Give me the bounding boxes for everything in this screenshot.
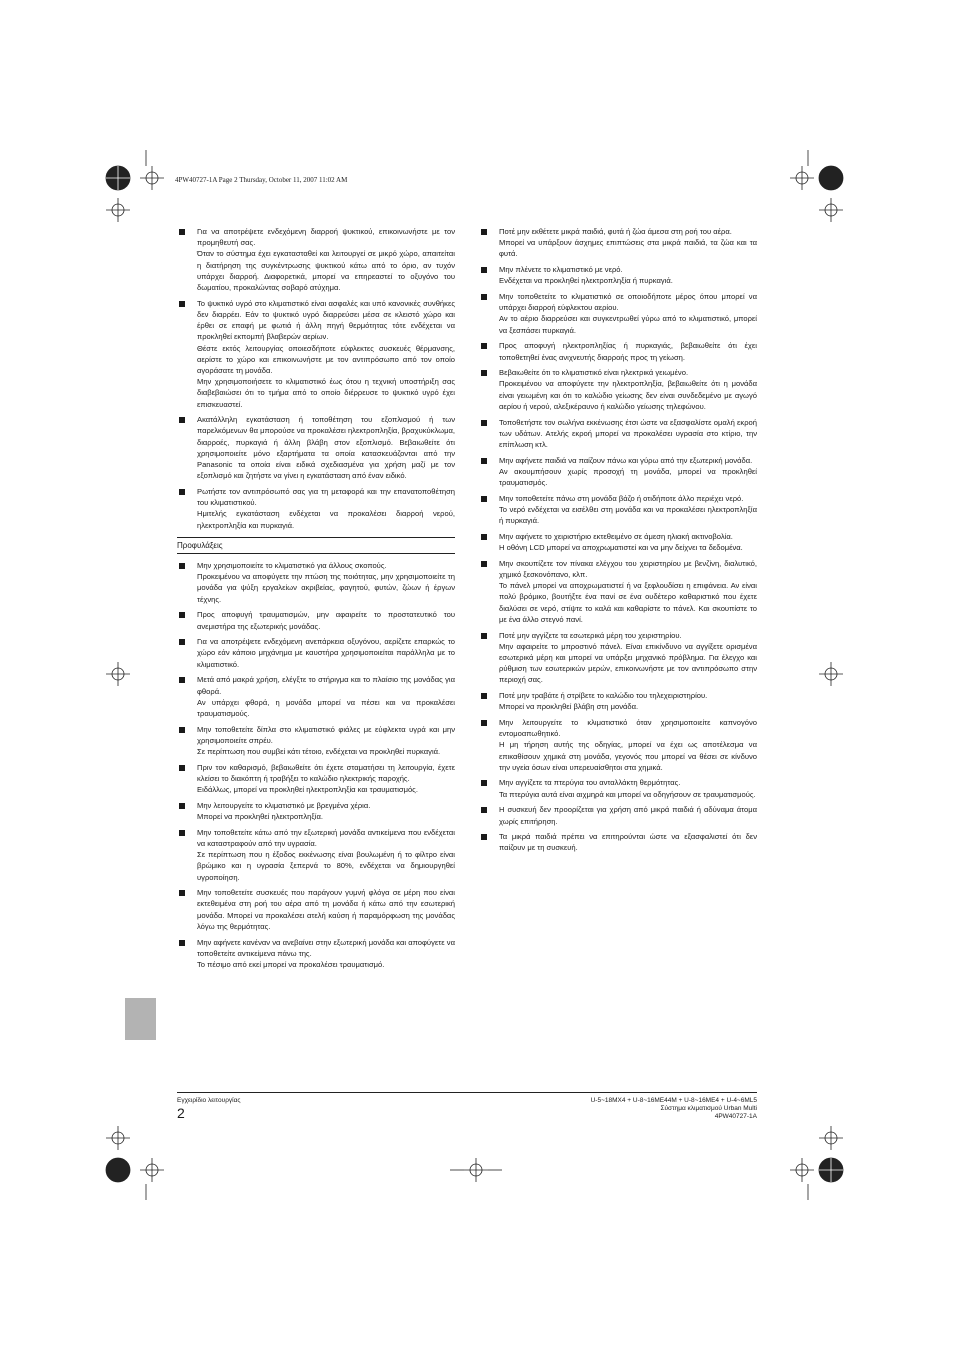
bullet-item: [479, 804, 757, 826]
bullet-text: Μην αφήνετε κανέναν να ανεβαίνει στην εξωτερική μονάδα και αποφύγετε να τοποθετείτε αντικείμενα πάνω της.: [197, 937, 455, 958]
bullet-item: [177, 226, 455, 293]
bullet-item: [177, 609, 455, 631]
bullet-item: [479, 264, 757, 286]
bullet-text: Ποτέ μην εκθέτετε μικρά παιδιά, φυτά ή ζώα άμεσα στη ροή του αέρα.: [499, 227, 732, 236]
language-tab: [125, 998, 156, 1040]
bullet-item: [479, 291, 757, 336]
footer-doc-code: 4PW40727-1A: [714, 1113, 757, 1120]
left-column: [177, 226, 455, 975]
footer-models: U-5~18MX4 + U-8~16ME44M + U-8~16ME4 + U-4~6ML5: [590, 1097, 757, 1104]
bullet-item: [177, 762, 455, 796]
footer-model-info: [591, 1097, 757, 1121]
bullet-item: [479, 226, 757, 260]
bullet-text: Σε περίπτωση που η έξοδος εκκένωσης είναι βουλωμένη ή το φίλτρο είναι βρώμικο και η υγρασία ξεπερνά το 80%, ενδέχεται να δημιουργηθεί υγροποίηση.: [197, 850, 455, 882]
bullet-text: Το πάνελ μπορεί να αποχρωματιστεί ή να ξεφλουδίσει η επιφάνεια. Αν είναι πολύ βρόμικο, βουτήξτε ένα πανί σε ένα ουδέτερο καθαριστικό που έχετε διαλύσει σε νερό, στίψτε το καλά και καθαρίστε το πάνελ. Και σκουπίστε το με ένα άλλο στεγνό πανί.: [499, 581, 757, 624]
page-number: 2: [177, 1105, 185, 1121]
bullet-text: Η μη τήρηση αυτής της οδηγίας, μπορεί να έχει ως αποτέλεσμα να επικαθίσουν χημικά στη μονάδα, γεγονός που μπορεί να θέσει σε κίνδυνο την υγεία όσων είναι υπερευαίσθητοι στα χημικά.: [499, 740, 757, 772]
bullet-text: Μην λειτουργείτε το κλιματιστικό όταν χρησιμοποιείτε καπνογόνο εντομοαπωθητικό.: [499, 717, 757, 739]
bullet-text: Το ψυκτικό υγρό στο κλιματιστικό είναι ασφαλές και υπό κανονικές συνθήκες δεν διαρρέει. Εάν το ψυκτικό υγρό διαρρεύσει μέσα σε κλειστό χώρο και έρθει σε επαφή με φωτιά ή άλλη πηγή θερμότητας τότε ενδέχεται να προκληθεί εκπομπή βλαβερών αερίων.: [197, 298, 455, 342]
bullet-text: Η οθόνη LCD μπορεί να αποχρωματιστεί και να μην δείχνει τα δεδομένα.: [499, 543, 743, 553]
bullet-text: Μην χρησιμοποιήσετε το κλιματιστικό έως ότου η τεχνική υποστήριξη σας διαβεβαιώσει ότι το τμήμα από το οποίο διέρρευσε το ψυκτικό υγρό έχει επισκευαστεί.: [197, 377, 455, 409]
bullet-text: Μην τοποθετείτε δίπλα στο κλιματιστικό φιάλες με εύφλεκτα υγρά και μην χρησιμοποιείτε σπρέυ.: [197, 724, 455, 745]
bullet-item: [177, 298, 455, 410]
bullet-text: Ειδάλλως, μπορεί να προκληθεί ηλεκτροπληξία και τραυματισμός.: [197, 785, 418, 795]
bullet-text: Μην σκουπίζετε τον πίνακα ελέγχου του χειριστηρίου με βενζίνη, διαλυτικό, χημικό ξεσκονόπανο, κλπ.: [499, 558, 757, 579]
bullet-text: Το πέσιμο από εκεί μπορεί να προκαλέσει τραυματισμό.: [197, 959, 385, 969]
bullet-text: Μην τοποθετείτε πάνω στη μονάδα βάζο ή οτιδήποτε άλλο περιέχει νερό.: [499, 493, 744, 503]
bullet-item: [479, 777, 757, 799]
bullet-text: Μετά από μακρά χρήση, ελέγξτε το στήριγμα και το πλαίσιο της μονάδας για φθορά.: [197, 675, 455, 696]
bullet-item: [177, 636, 455, 670]
bullet-text: Για να αποτρέψετε ενδεχόμενη διαρροή ψυκτικού, επικοινωνήστε με τον προμηθευτή σας.: [197, 227, 455, 248]
bullet-text: Μην αφήνετε το χειριστήριο εκτεθειμένο σε άμεση ηλιακή ακτινοβολία.: [499, 531, 733, 541]
bullet-text: Μην αφήνετε παιδιά να παίζουν πάνω και γύρω από την εξωτερική μονάδα.: [499, 455, 753, 465]
bullet-text: Μπορεί να προκληθεί βλάβη στη μονάδα.: [499, 702, 639, 712]
bullet-text: Ρωτήστε τον αντιπρόσωπό σας για τη μεταφορά και την επανατοποθέτηση του κλιματιστικού.: [197, 486, 455, 508]
bullet-item: [177, 827, 455, 883]
bullet-item: [177, 486, 455, 531]
bullet-text: Προκειμένου να αποφύγετε την ηλεκτροπληξία, βεβαιωθείτε ότι η μονάδα είναι γειωμένη και ότι το καλώδιο γείωσης δεν είναι συνδεδεμένο με αγωγό αερίου ή νερού, αλεξικέραυνο ή καλώδιο γείωσης τηλεφώνου.: [499, 379, 757, 411]
bullet-text: Μην λειτουργείτε το κλιματιστικό με βρεγμένα χέρια.: [197, 800, 371, 810]
bullet-item: [479, 831, 757, 853]
bullet-text: Προκειμένου να αποφύγετε την πτώση της ποιότητας, μην χρησιμοποιείτε τη μονάδα για ψύξη εργαλείων ακριβείας, φαγητού, φυτών, ζώων ή έργων τέχνης.: [197, 572, 455, 604]
bullet-text: Τοποθετήστε τον σωλήνα εκκένωσης έτσι ώστε να εξασφαλίστε ομαλή εκροή των υδάτων. Ατελής εκροή μπορεί να προκαλέσει υγρασία στο κτίριο, την επίπλωση κτλ.: [499, 417, 757, 449]
bullet-text: Ενδέχεται να προκληθεί ηλεκτροπληξία ή πυρκαγιά.: [499, 276, 673, 286]
bullet-text: Μην αγγίζετε τα πτερύγια του ανταλλάκτη θερμότητας.: [499, 778, 681, 788]
bullet-text: Προς αποφυγή ηλεκτροπληξίας ή πυρκαγιάς, βεβαιωθείτε ότι έχει τοποθετηθεί ένας ανιχνευτής διαρροής προς τη γείωση.: [499, 341, 757, 362]
footer-system-name: Σύστημα κλιματισμού Urban Multi: [660, 1105, 757, 1112]
bullet-text: Το νερό ενδέχεται να εισέλθει στη μονάδα και να προκαλέσει ηλεκτροπληξία ή πυρκαγιά.: [499, 504, 757, 526]
bullet-item: [177, 887, 455, 932]
bullet-item: [479, 340, 757, 362]
bullet-text: Τα πτερύγια αυτά είναι αιχμηρά και μπορεί να οδηγήσουν σε τραυματισμούς.: [499, 789, 756, 799]
bullet-item: [479, 493, 757, 527]
bullet-text: Μην τοποθετείτε το κλιματιστικό σε οποιοδήποτε μέρος όπου μπορεί να υπάρχει διαρροή εύφλεκτου αερίου.: [499, 292, 757, 313]
bullet-item: [479, 367, 757, 412]
bullet-text: Αν το αέριο διαρρεύσει και συγκεντρωθεί γύρω από το κλιματιστικό, μπορεί να ξεσπάσει πυρκαγιά.: [499, 314, 757, 335]
bullet-text: Ημιτελής εγκατάσταση ενδέχεται να προκαλέσει διαρροή νερού, ηλεκτροπληξία και πυρκαγιά.: [197, 509, 455, 530]
footer-manual-label: Εγχειρίδιο λειτουργίας: [177, 1097, 241, 1104]
bullet-text: Μην αφαιρείτε το μπροστινό πάνελ. Είναι επικίνδυνο να αγγίξετε ορισμένα εσωτερικά μέρη και μπορεί να υπάρξει μηχανικό πρόβλημα. Για έλεγχο και ρύθμιση των εσωτερικών μερών, επικοινωνήστε με τον αντιπρόσωπο στην περιοχή σας.: [499, 641, 757, 685]
bullet-item: [479, 558, 757, 625]
bullet-item: [479, 417, 757, 451]
bullet-item: [177, 800, 455, 822]
bullet-text: Βεβαιωθείτε ότι το κλιματιστικό είναι ηλεκτρικά γειωμένο.: [499, 368, 689, 378]
bullet-text: Αν ακουμπήσουν χωρίς προσοχή τη μονάδα, μπορεί να προκληθεί τραυματισμός.: [499, 466, 757, 488]
bullet-text: Για να αποτρέψετε ενδεχόμενη ανεπάρκεια οξυγόνου, αερίζετε επαρκώς το χώρο εάν κάποιο μηχάνημα με καυστήρα χρησιμοποιείται παράλληλα με το κλιματιστικό.: [197, 637, 455, 669]
bullet-text: Ποτέ μην αγγίζετε τα εσωτερικά μέρη του χειριστηρίου.: [499, 630, 682, 640]
bullet-item: [479, 717, 757, 773]
bullet-text: Ακατάλληλη εγκατάσταση ή τοποθέτηση του εξοπλισμού ή των παρελκόμενων θα μπορούσε να προκαλέσει ηλεκτροπληξία, βραχυκύκλωμα, διαρροές, πυρκαγιά ή άλλη βλάβη στον εξοπλισμό. Βεβαιωθείτε ότι χρησιμοποιείτε μόνο εξαρτήματα τα οποία κατασκευάζονται από την Panasonic τα οποία είναι ειδικά σχεδιασμένα για χρήση μαζί με τον εξοπλισμό και ζητήστε να γίνει η εγκατάσταση από έναν ειδικό.: [197, 415, 455, 481]
right-column: [479, 226, 757, 858]
bullet-text: Προς αποφυγή τραυματισμών, μην αφαιρείτε το προστατευτικό του ανεμιστήρα της εξωτερικής μονάδας.: [197, 610, 455, 631]
bullet-text: Όταν το σύστημα έχει εγκατασταθεί και λειτουργεί σε μικρό χώρο, απαιτείται η διατήρηση της συγκέντρωσης ψυκτικού κάτω από το όριο, αν τυχόν υπάρχει διαρροή. Διαφορετικά, μπορεί να επηρεαστεί το οξυγόνο του δωματίου, προκαλώντας σοβαρό ατύχημα.: [197, 249, 455, 293]
bullet-item: [177, 937, 455, 971]
bullet-item: [177, 674, 455, 719]
bullet-item: [177, 724, 455, 758]
bullet-text: Μην χρησιμοποιείτε το κλιματιστικό για άλλους σκοπούς.: [197, 560, 387, 570]
bullet-text: Μπορεί να προκληθεί ηλεκτροπληξία.: [197, 812, 323, 822]
print-slug: 4PW40727-1A Page 2 Thursday, October 11, 2007 11:02 AM: [175, 176, 348, 184]
bullet-text: Αν υπάρχει φθορά, η μονάδα μπορεί να πέσει και να προκαλέσει τραυματισμούς.: [197, 697, 455, 718]
bullet-text: Σε περίπτωση που συμβεί κάτι τέτοιο, ενδέχεται να προκληθεί πυρκαγιά.: [197, 747, 441, 757]
bullet-item: [177, 560, 455, 605]
footer-rule: [177, 1092, 757, 1093]
bullet-text: Μην πλένετε το κλιματιστικό με νερό.: [499, 265, 623, 275]
bullet-item: [177, 414, 455, 481]
bullet-item: [479, 630, 757, 686]
bullet-text: Μπορεί να υπάρξουν άσχημες επιπτώσεις στα μικρά παιδιά, τα ζώα και τα φυτά.: [499, 238, 757, 259]
bullet-text: Ποτέ μην τραβάτε ή στρίβετε το καλώδιο του τηλεχειριστηρίου.: [499, 691, 708, 701]
bullet-item: [479, 531, 757, 553]
section-title-precautions: Προφυλάξεις: [177, 537, 455, 554]
bullet-text: Πριν τον καθαρισμό, βεβαιωθείτε ότι έχετε σταματήσει τη λειτουργία, έχετε κλείσει το διακόπτη ή τραβήξει το καλώδιο ηλεκτρικής παροχής.: [197, 762, 455, 783]
bullet-text: Θέστε εκτός λειτουργίας οποιεσδήποτε εύφλεκτες συσκευές θέρμανσης, αερίστε το χώρο και επικοινωνήστε με τον αντιπρόσωπο από τον οποίο αγοράσατε τη μονάδα.: [197, 343, 455, 375]
bullet-text: Μην τοποθετείτε συσκευές που παράγουν γυμνή φλόγα σε μέρη που είναι εκτεθειμένα στη ροή του αέρα από τη μονάδα ή κάτω από την εσωτερική μονάδα. Μπορεί να προκαλέσει ατελή καύση ή παραμόρφωση της μονάδας λόγω της θερμότητας.: [197, 888, 455, 931]
bullet-item: [479, 455, 757, 489]
bullet-text: Τα μικρά παιδιά πρέπει να επιτηρούνται ώστε να εξασφαλιστεί ότι δεν παίζουν με τη συσκευή.: [499, 832, 757, 853]
bullet-item: [479, 690, 757, 712]
bullet-text: Μην τοποθετείτε κάτω από την εξωτερική μονάδα αντικείμενα που ενδέχεται να καταστραφούν από την υγρασία.: [197, 827, 455, 848]
bullet-text: Η συσκευή δεν προορίζεται για χρήση από μικρά παιδιά ή αδύναμα άτομα χωρίς επιτήρηση.: [499, 805, 757, 826]
